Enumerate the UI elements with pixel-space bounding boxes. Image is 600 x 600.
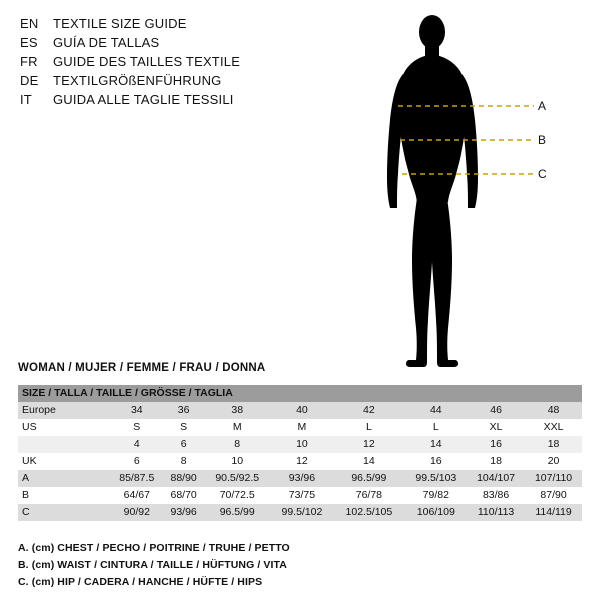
language-code: DE: [20, 73, 39, 88]
table-category-title: WOMAN / MUJER / FEMME / FRAU / DONNA: [18, 362, 266, 374]
table-row: [18, 504, 582, 521]
table-cell: 16: [405, 453, 467, 470]
measurement-legend: [18, 540, 582, 591]
language-code: ES: [20, 35, 38, 50]
table-cell: 107/110: [525, 470, 582, 487]
table-cell: 38: [204, 402, 271, 419]
table-cell: 44: [405, 402, 467, 419]
language-title: GUIDA ALLE TAGLIE TESSILI: [53, 92, 234, 107]
size-table: [18, 385, 582, 521]
table-cell: 18: [525, 436, 582, 453]
table-cell: 96.5/99: [333, 470, 404, 487]
table-cell: 76/78: [333, 487, 404, 504]
table-cell: 99.5/103: [405, 470, 467, 487]
language-title: TEXTILGRÖßENFÜHRUNG: [53, 73, 222, 88]
language-title: GUÍA DE TALLAS: [53, 35, 160, 50]
table-cell: 64/67: [110, 487, 164, 504]
legend-line-b: B. (cm) WAIST / CINTURA / TAILLE / HÜFTUNG / VITA: [18, 559, 287, 571]
marker-label-c: C: [538, 167, 547, 181]
table-cell: S: [164, 419, 204, 436]
row-label: US: [18, 419, 110, 436]
table-cell: 79/82: [405, 487, 467, 504]
table-cell: 36: [164, 402, 204, 419]
table-cell: M: [204, 419, 271, 436]
row-label: [18, 436, 110, 453]
table-row: [18, 402, 582, 419]
table-cell: 73/75: [271, 487, 333, 504]
table-cell: L: [405, 419, 467, 436]
table-header-row: [18, 385, 582, 402]
language-row: [20, 52, 350, 71]
language-title: GUIDE DES TAILLES TEXTILE: [53, 54, 241, 69]
table-cell: 18: [467, 453, 525, 470]
language-code: EN: [20, 16, 39, 31]
marker-label-b: B: [538, 133, 547, 147]
table-cell: 46: [467, 402, 525, 419]
table-cell: 6: [110, 453, 164, 470]
marker-label-a: A: [538, 99, 547, 113]
table-cell: 104/107: [467, 470, 525, 487]
language-row: [20, 14, 350, 33]
table-cell: 110/113: [467, 504, 525, 521]
table-cell: 102.5/105: [333, 504, 404, 521]
language-title-block: [20, 14, 350, 109]
table-cell: 48: [525, 402, 582, 419]
table-cell: L: [333, 419, 404, 436]
table-row: [18, 453, 582, 470]
table-cell: 114/119: [525, 504, 582, 521]
language-row: [20, 71, 350, 90]
table-cell: 68/70: [164, 487, 204, 504]
table-cell: 106/109: [405, 504, 467, 521]
table-cell: 10: [204, 453, 271, 470]
table-cell: 12: [271, 453, 333, 470]
language-code: IT: [20, 92, 32, 107]
language-row: [20, 33, 350, 52]
table-cell: 87/90: [525, 487, 582, 504]
table-cell: 34: [110, 402, 164, 419]
table-cell: 14: [333, 453, 404, 470]
table-row: [18, 470, 582, 487]
table-row: [18, 419, 582, 436]
table-cell: 88/90: [164, 470, 204, 487]
language-title: TEXTILE SIZE GUIDE: [53, 16, 187, 31]
table-header-label: SIZE / TALLA / TAILLE / GRÖSSE / TAGLIA: [18, 385, 582, 402]
table-cell: 99.5/102: [271, 504, 333, 521]
table-cell: 90/92: [110, 504, 164, 521]
legend-line-a: A. (cm) CHEST / PECHO / POITRINE / TRUHE / PETTO: [18, 542, 290, 554]
row-label: A: [18, 470, 110, 487]
language-code: FR: [20, 54, 38, 69]
table-cell: XXL: [525, 419, 582, 436]
table-cell: 6: [164, 436, 204, 453]
female-silhouette-icon: [362, 8, 582, 378]
row-label: UK: [18, 453, 110, 470]
table-cell: S: [110, 419, 164, 436]
row-label: C: [18, 504, 110, 521]
table-row: [18, 487, 582, 504]
table-cell: 20: [525, 453, 582, 470]
table-cell: 4: [110, 436, 164, 453]
table-cell: 8: [164, 453, 204, 470]
row-label: Europe: [18, 402, 110, 419]
table-cell: 40: [271, 402, 333, 419]
table-cell: M: [271, 419, 333, 436]
legend-line-c: C. (cm) HIP / CADERA / HANCHE / HÜFTE / HIPS: [18, 576, 263, 588]
table-cell: 70/72.5: [204, 487, 271, 504]
body-figure: [362, 8, 582, 378]
table-cell: 16: [467, 436, 525, 453]
table-cell: 83/86: [467, 487, 525, 504]
language-row: [20, 90, 350, 109]
table-cell: 93/96: [271, 470, 333, 487]
table-cell: 42: [333, 402, 404, 419]
table-cell: 96.5/99: [204, 504, 271, 521]
table-cell: XL: [467, 419, 525, 436]
table-cell: 90.5/92.5: [204, 470, 271, 487]
table-cell: 14: [405, 436, 467, 453]
table-cell: 8: [204, 436, 271, 453]
table-row: [18, 436, 582, 453]
table-cell: 10: [271, 436, 333, 453]
row-label: B: [18, 487, 110, 504]
table-cell: 93/96: [164, 504, 204, 521]
table-cell: 85/87.5: [110, 470, 164, 487]
table-cell: 12: [333, 436, 404, 453]
